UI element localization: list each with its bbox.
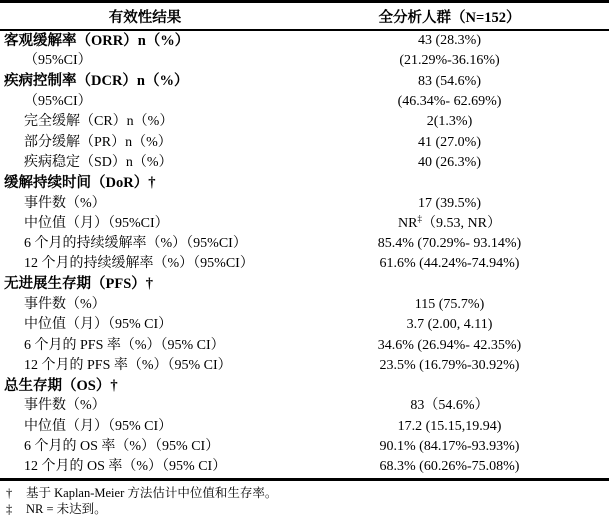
row-value: (21.29%-36.16%) bbox=[399, 53, 500, 69]
table-row bbox=[0, 234, 609, 254]
row-label: 总生存期（OS）† bbox=[4, 377, 118, 394]
row-label: 6 个月的 OS 率（%）（95% CI） bbox=[24, 439, 220, 455]
footnote-line bbox=[0, 485, 609, 502]
row-label: 12 个月的 OS 率（%）（95% CI） bbox=[24, 459, 227, 475]
table-row bbox=[0, 132, 609, 152]
table-row bbox=[0, 214, 609, 234]
row-label: 完全缓解（CR）n（%） bbox=[24, 114, 174, 130]
footnote-line bbox=[0, 501, 609, 518]
row-label: 12 个月的持续缓解率（%）（95%CI） bbox=[24, 256, 254, 272]
table-row bbox=[0, 457, 609, 479]
table-row bbox=[0, 335, 609, 355]
footnote-marker: ‡ bbox=[6, 502, 13, 517]
row-label: 事件数（%） bbox=[24, 398, 106, 414]
row-value: (46.34%- 62.69%) bbox=[397, 94, 502, 110]
footnotes bbox=[0, 481, 609, 518]
table-row bbox=[0, 92, 609, 112]
row-value: 85.4% (70.29%- 93.14%) bbox=[377, 236, 522, 252]
row-label: （95%CI） bbox=[24, 53, 92, 69]
row-value: 40 (26.3%) bbox=[418, 154, 481, 170]
table-row bbox=[0, 72, 609, 92]
row-value: 3.7 (2.00, 4.11) bbox=[406, 317, 493, 333]
table-row bbox=[0, 112, 609, 132]
column-header-full-analysis-set: 全分析人群（N=152） bbox=[290, 2, 609, 31]
table-row bbox=[0, 30, 609, 51]
row-value: 17 (39.5%) bbox=[418, 195, 481, 211]
table-row bbox=[0, 173, 609, 193]
table-row bbox=[0, 417, 609, 437]
row-label: （95%CI） bbox=[24, 94, 92, 110]
row-label: 客观缓解率（ORR）n（%） bbox=[4, 32, 190, 49]
table-row bbox=[0, 356, 609, 376]
row-label: 缓解持续时间（DoR）† bbox=[4, 174, 156, 191]
table-row bbox=[0, 315, 609, 335]
table-row bbox=[0, 295, 609, 315]
row-value: 2(1.3%) bbox=[426, 114, 473, 130]
row-label: 12 个月的 PFS 率（%）（95% CI） bbox=[24, 357, 232, 373]
row-label: 事件数（%） bbox=[24, 195, 106, 211]
header-row bbox=[0, 2, 609, 31]
row-value: 41 (27.0%) bbox=[418, 134, 481, 150]
row-value: 83 (54.6%) bbox=[418, 73, 481, 89]
row-value: 17.2 (15.15,19.94) bbox=[397, 418, 502, 434]
row-label: 疾病控制率（DCR）n（%） bbox=[4, 73, 189, 90]
row-label: 无进展生存期（PFS）† bbox=[4, 276, 154, 293]
row-value: 61.6% (44.24%-74.94%) bbox=[379, 256, 520, 272]
row-label: 6 个月的 PFS 率（%）（95% CI） bbox=[24, 337, 225, 353]
row-value: 115 (75.7%) bbox=[414, 297, 485, 312]
table-row bbox=[0, 437, 609, 457]
row-value bbox=[290, 173, 609, 193]
row-value: NR‡（9.53, NR） bbox=[398, 213, 501, 231]
row-value: 68.3% (60.26%-75.08%) bbox=[379, 459, 520, 475]
table-row bbox=[0, 396, 609, 416]
table-row bbox=[0, 275, 609, 295]
row-value: 83（54.6%） bbox=[410, 398, 489, 414]
footnote-marker: † bbox=[6, 485, 13, 500]
row-label: 中位值（月）（95%CI） bbox=[24, 215, 169, 231]
row-label: 6 个月的持续缓解率（%）（95%CI） bbox=[24, 236, 247, 252]
row-value: 43 (28.3%) bbox=[418, 33, 481, 49]
row-value bbox=[290, 275, 609, 295]
table-row bbox=[0, 153, 609, 173]
row-value: 23.5% (16.79%-30.92%) bbox=[379, 357, 520, 373]
row-label: 中位值（月）（95% CI） bbox=[24, 418, 173, 434]
table-row bbox=[0, 376, 609, 396]
footnote-marker-superscript: ‡ bbox=[417, 213, 422, 224]
column-header-efficacy-results: 有效性结果 bbox=[0, 2, 290, 31]
row-label: 部分缓解（PR）n（%） bbox=[24, 134, 172, 150]
table-header bbox=[0, 2, 609, 31]
row-value: 90.1% (84.17%-93.93%) bbox=[379, 439, 520, 455]
table-row bbox=[0, 51, 609, 71]
row-value bbox=[290, 376, 609, 396]
row-value: 34.6% (26.94%- 42.35%) bbox=[377, 337, 522, 353]
footnote-text: NR = 未达到。 bbox=[26, 502, 107, 517]
table-body bbox=[0, 30, 609, 479]
row-label: 事件数（%） bbox=[24, 297, 106, 312]
table-row bbox=[0, 193, 609, 213]
table-row bbox=[0, 254, 609, 274]
row-label: 疾病稳定（SD）n（%） bbox=[24, 154, 173, 170]
footnote-text: 基于 Kaplan-Meier 方法估计中位值和生存率。 bbox=[26, 485, 278, 500]
row-label: 中位值（月）（95% CI） bbox=[24, 317, 173, 333]
